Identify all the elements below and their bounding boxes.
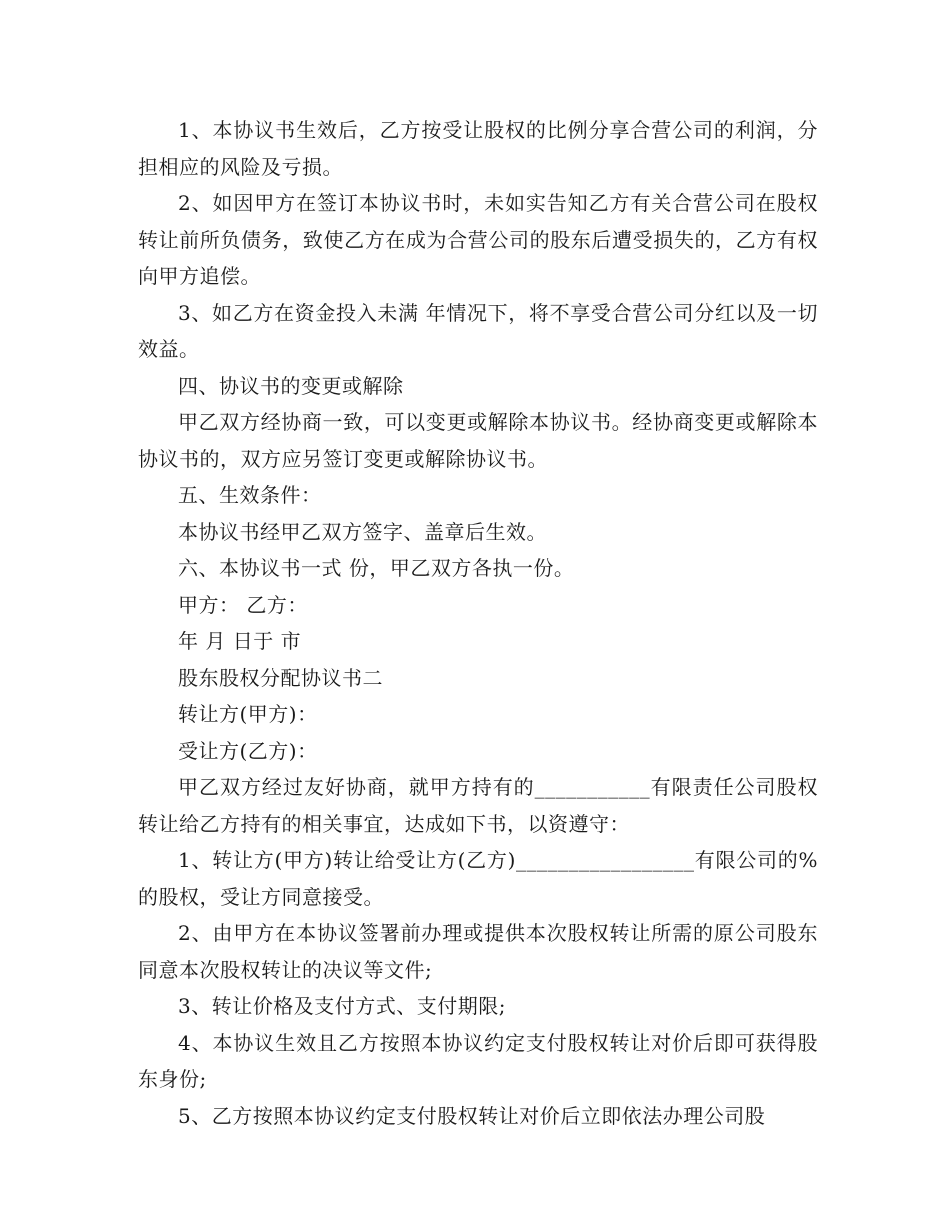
paragraph-profit-sharing: 1、本协议书生效后，乙方按受让股权的比例分享合营公司的利润，分担相应的风险及亏损。 xyxy=(138,118,818,179)
section-heading-effect: 五、生效条件： xyxy=(178,483,322,507)
paragraph-copies: 六、本协议书一式 份，甲乙双方各执一份。 xyxy=(178,556,575,580)
paragraph-debt-disclosure: 2、如因甲方在签订本协议书时，未如实告知乙方有关合营公司在股权转让前所负债务，致使乙方在成为合营公司的股东后遭受损失的，乙方有权向甲方追偿。 xyxy=(138,191,818,288)
transferor-line: 转让方(甲方)： xyxy=(178,702,318,726)
paragraph-amendment: 甲乙双方经协商一致，可以变更或解除本协议书。经协商变更或解除本协议书的，双方应另签订变更或解除协议书。 xyxy=(138,410,818,471)
clause-3-price: 3、转让价格及支付方式、支付期限; xyxy=(178,994,506,1018)
paragraph-capital-investment: 3、如乙方在资金投入未满 年情况下，将不享受合营公司分红以及一切效益。 xyxy=(138,300,818,361)
paragraph-preamble: 甲乙双方经过友好协商，就甲方持有的___________有限责任公司股权转让给乙方持有的相关事宜，达成如下书，以资遵守： xyxy=(138,775,818,836)
clause-1-transfer: 1、转让方(甲方)转让给受让方(乙方)_________________有限公司的%的股权，受让方同意接受。 xyxy=(138,848,818,909)
clause-4-shareholder-status: 4、本协议生效且乙方按照本协议约定支付股权转让对价后即可获得股东身份; xyxy=(138,1030,818,1091)
section-heading-amendment: 四、协议书的变更或解除 xyxy=(178,373,404,398)
agreement-title-two: 股东股权分配协议书二 xyxy=(178,665,383,690)
clause-5-registration: 5、乙方按照本协议约定支付股权转让对价后立即依法办理公司股 xyxy=(178,1103,766,1128)
paragraph-effect: 本协议书经甲乙双方签字、盖章后生效。 xyxy=(178,519,547,544)
transferee-line: 受让方(乙方)： xyxy=(178,738,318,763)
signature-parties: 甲方： 乙方： xyxy=(178,592,308,617)
clause-2-documents: 2、由甲方在本协议签署前办理或提供本次股权转让所需的原公司股东同意本次股权转让的决议等文件; xyxy=(138,921,818,982)
signature-date-place: 年 月 日于 市 xyxy=(178,629,302,653)
document-body xyxy=(138,112,818,1134)
